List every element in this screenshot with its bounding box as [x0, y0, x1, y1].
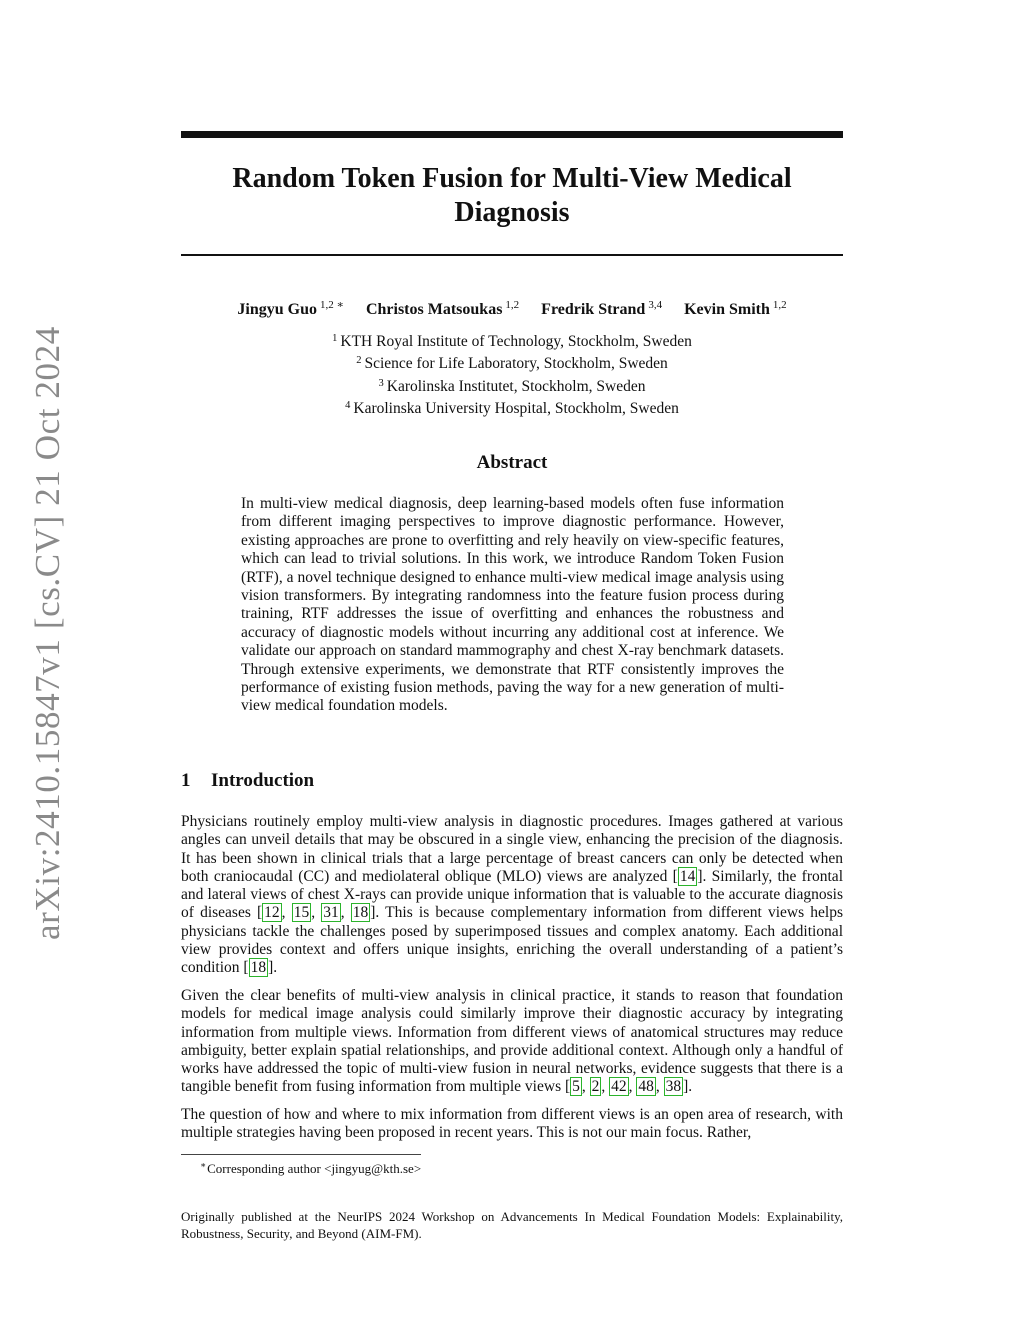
citation-link[interactable]: 2 — [591, 1078, 600, 1096]
citation-link[interactable]: 12 — [264, 904, 280, 922]
citation-link[interactable]: 18 — [250, 959, 267, 977]
citation-link[interactable]: 38 — [665, 1078, 682, 1096]
affiliation-text: Science for Life Laboratory, Stockholm, Sweden — [364, 355, 668, 373]
title-bottom-rule — [181, 254, 843, 256]
paragraph-text: Given the clear benefits of multi-view analysis in clinical practice, it stands to reason that foundation models for medical image analysis could similarly improve their diagnostic accuracy by integrating information from multiple views. Information from different views of anatomical structures may reduce ambiguity, better explain spatial relationships, and provide additional context. Although only a handful of works have addressed the topic of multi-view fusion in neural networks, evidence suggests that there is a tangible benefit from fusing information from multiple views [ — [181, 987, 843, 1096]
author-affil-mark: 1,2 — [505, 299, 520, 311]
abstract-heading: Abstract — [476, 452, 548, 473]
affiliation-4 — [181, 396, 843, 418]
affiliation-number: 4 — [345, 399, 351, 411]
section-number: 1 — [181, 770, 191, 791]
author-2 — [366, 299, 519, 319]
paper-title: Random Token Fusion for Multi-View Medical Diagnosis — [232, 163, 792, 228]
citation-link[interactable]: 48 — [638, 1078, 654, 1096]
intro-paragraph-1: Physicians routinely employ multi-view analysis in diagnostic procedures. Images gathered at various angles can unveil details that may be obscured in a single view, enhancing the precision of the diagnosis. It has been shown in clinical trials that a large percentage of breast cancers can only be detected when both craniocaudal (CC) and mediolateral oblique (MLO) views are analyzed [ 14 ]. Similarly, the frontal and lateral views of chest X-rays can provide unique information that is valuable to the accurate diagnosis of diseases [ 12 , 15 , 31 , 18 ]. This is because complementary information from different views helps physicians tackle the challenges posed by superimposed tissues and complex anatomy. Each additional view provides context and offers unique insights, enriching the overall understanding of a patient’s condition [ 18 ]. — [181, 813, 844, 977]
author-affil-mark: 1,2 — [772, 299, 787, 311]
paragraph-text: ]. — [268, 959, 278, 977]
author-list — [181, 298, 843, 319]
author-1 — [237, 298, 344, 319]
author-affil-mark: 1,2 ∗ — [319, 299, 344, 311]
citation-link[interactable]: 15 — [293, 904, 310, 922]
affiliation-number: 2 — [356, 355, 362, 367]
author-name: Kevin Smith — [684, 301, 770, 318]
affiliation-1 — [181, 329, 843, 351]
footnote-rule — [181, 1154, 421, 1155]
affiliation-text: Karolinska Institutet, Stockholm, Sweden — [386, 377, 646, 395]
author-4 — [684, 299, 787, 319]
section-title: Introduction — [211, 770, 315, 791]
affiliation-text: Karolinska University Hospital, Stockholm, Sweden — [353, 399, 679, 417]
footnote-mark: ∗ — [200, 1160, 207, 1170]
arxiv-identifier-stamp: arXiv:2410.15847v1 [cs.CV] 21 Oct 2024 — [28, 326, 67, 940]
affiliation-text: KTH Royal Institute of Technology, Stockholm, Sweden — [340, 333, 692, 350]
affiliation-3 — [181, 374, 843, 396]
citation-link[interactable]: 31 — [323, 904, 339, 922]
abstract-body: In multi-view medical diagnosis, deep learning-based models often fuse information from different imaging perspectives to improve diagnostic performance. However, existing approaches are prone to overfitting and rely heavily on view-specific features, which can lead to trivial solutions. In this work, we introduce Random Token Fusion (RTF), a novel technique designed to enhance multi-view medical image analysis using vision transformers. By integrating randomness into the feature fusion process during training, RTF addresses the issue of overfitting and enhances the robustness and accuracy of diagnostic models without incurring any additional cost at inference. We validate our approach on standard mammography and chest X-ray benchmark datasets. Through extensive experiments, we demonstrate that RTF consistently improves the performance of existing fusion methods, paving the way for a new generation of multi-view medical foundation models. — [241, 495, 784, 715]
paragraph-text: Physicians routinely employ multi-view analysis in diagnostic procedures. Images gathered at various angles can unveil details that may be obscured in a single view, enhancing the precision of the diagnosis. It has been shown in clinical trials that a large percentage of breast cancers can only be detected when both craniocaudal (CC) and mediolateral oblique (MLO) views are analyzed [ — [181, 813, 843, 885]
citation-link[interactable]: 42 — [611, 1078, 627, 1096]
author-name: Christos Matsoukas — [365, 301, 503, 318]
section-heading-introduction — [181, 770, 314, 792]
paragraph-text: ]. — [683, 1078, 693, 1096]
author-name: Jingyu Guo — [237, 301, 317, 318]
affiliation-2 — [181, 351, 843, 373]
publication-note: Originally published at the NeurIPS 2024 Workshop on Advancements In Medical Foundation Models: Explainability, Robustness, Security, and Beyond (AIM-FM). — [181, 1209, 843, 1241]
footnote-text: Corresponding author <jingyug@kth.se> — [207, 1161, 422, 1176]
title-top-rule — [181, 131, 843, 138]
intro-paragraph-3: The question of how and where to mix information from different views is an open area of research, with multiple strategies having been proposed in recent years. This is not our main focus. Rather, — [181, 1106, 843, 1142]
affiliation-list — [181, 329, 843, 418]
intro-paragraph-2: Given the clear benefits of multi-view analysis in clinical practice, it stands to reason that foundation models for medical image analysis could similarly improve their diagnostic accuracy by integrating information from multiple views. Information from different views of anatomical structures may reduce ambiguity, better explain spatial relationships, and provide additional context. Although only a handful of works have addressed the topic of multi-view fusion in neural networks, evidence suggests that there is a tangible benefit from fusing information from multiple views [ 5 , 2 , 42 , 48 , 38 ]. — [181, 987, 843, 1096]
paragraph-text: ]. Similarly, the frontal and lateral views of chest X-rays can provide unique information that is valuable to the accurate diagnosis of diseases [ — [181, 867, 843, 922]
paragraph-text: ]. This is because complementary information from different views helps physicians tackle the challenges posed by superimposed tissues and complex anatomy. Each additional view provides context and offers unique insights, enriching the overall understanding of a patient’s condition [ — [181, 904, 844, 977]
citation-link[interactable]: 18 — [352, 904, 369, 922]
author-3 — [541, 299, 662, 319]
citation-link[interactable]: 14 — [679, 867, 696, 885]
citation-link[interactable]: 5 — [572, 1078, 580, 1096]
affiliation-number: 1 — [332, 333, 338, 344]
author-affil-mark: 3,4 — [648, 299, 663, 311]
affiliation-number: 3 — [378, 377, 384, 389]
footnote — [200, 1157, 421, 1177]
author-name: Fredrik Strand — [541, 301, 646, 318]
